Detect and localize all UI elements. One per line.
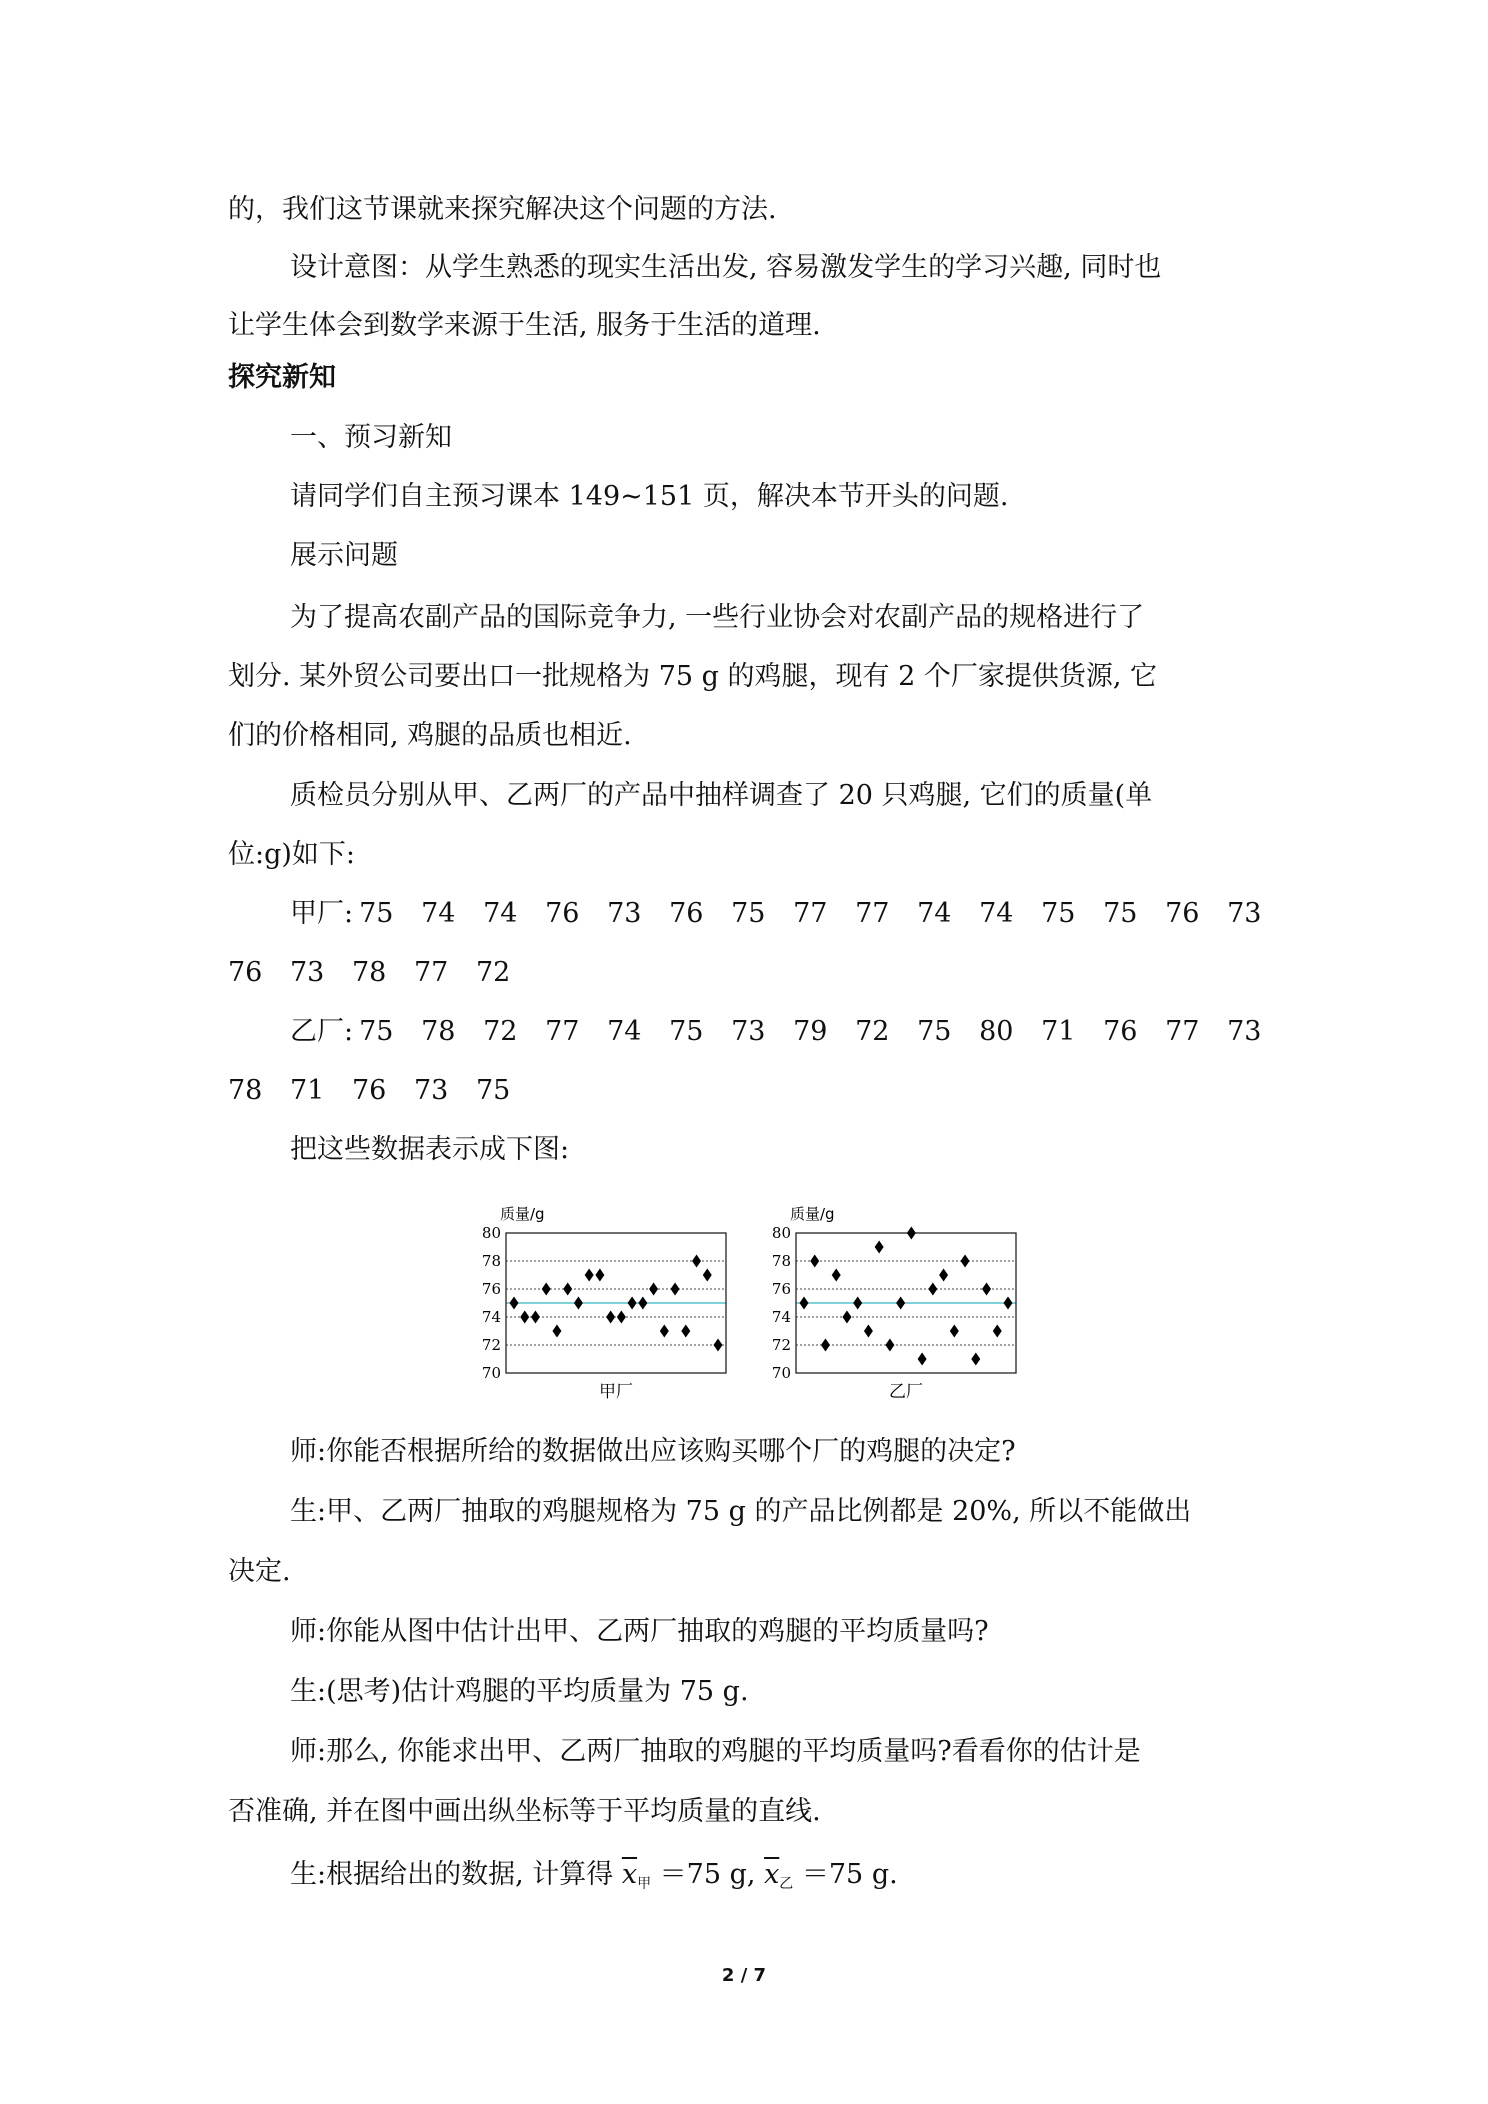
student-answer-1-line-2: 决定. — [228, 1556, 291, 1587]
data-value: 72 — [483, 1016, 518, 1047]
y-tick-label: 74 — [481, 1308, 501, 1326]
subsection-title: 一、预习新知 — [290, 422, 452, 453]
data-value: 75 — [669, 1016, 704, 1047]
data-point — [628, 1297, 637, 1310]
data-point — [520, 1311, 529, 1324]
data-value: 76 — [1103, 1016, 1138, 1047]
y-tick-label: 78 — [771, 1252, 791, 1270]
yi-label: 乙厂: — [290, 1016, 354, 1047]
data-point — [821, 1339, 830, 1352]
mean-subscript-jia: 甲 — [637, 1876, 652, 1892]
data-value: 78 — [421, 1016, 456, 1047]
data-value: 74 — [607, 1016, 642, 1047]
data-point — [810, 1255, 819, 1268]
data-point — [993, 1325, 1002, 1338]
data-value: 73 — [1227, 898, 1262, 929]
data-value: 77 — [414, 957, 449, 988]
x-axis-label: 乙厂 — [889, 1382, 923, 1402]
data-value: 78 — [352, 957, 387, 988]
data-point — [896, 1297, 905, 1310]
data-value: 72 — [476, 957, 511, 988]
student-answer-2: 生:(思考)估计鸡腿的平均质量为 75 g. — [290, 1676, 749, 1707]
x-axis-label: 甲厂 — [599, 1382, 633, 1402]
section-heading: 探究新知 — [228, 362, 336, 393]
y-tick-label: 80 — [771, 1224, 791, 1242]
data-value: 75 — [1103, 898, 1138, 929]
charts-svg — [466, 1195, 1066, 1417]
yi-data-row-1 — [290, 1012, 1320, 1052]
chart-intro: 把这些数据表示成下图: — [290, 1134, 570, 1165]
y-tick-label: 72 — [481, 1336, 501, 1354]
data-value: 76 — [545, 898, 580, 929]
data-point — [864, 1325, 873, 1338]
show-problem-label: 展示问题 — [290, 540, 398, 571]
y-tick-label: 70 — [771, 1364, 791, 1382]
mean-symbol: $\overline{x}$ — [621, 1859, 638, 1890]
data-point — [510, 1297, 519, 1310]
data-value: 75 — [359, 1016, 394, 1047]
problem-line-2: 划分. 某外贸公司要出口一批规格为 75 g 的鸡腿，现有 2 个厂家提供货源, 它 — [228, 661, 1158, 692]
y-axis-label: 质量/g — [790, 1205, 835, 1223]
data-point — [649, 1283, 658, 1296]
data-point — [714, 1339, 723, 1352]
data-value: 77 — [855, 898, 890, 929]
data-point — [1004, 1297, 1013, 1310]
data-value: 80 — [979, 1016, 1014, 1047]
data-value: 73 — [607, 898, 642, 929]
design-intent-line-1: 设计意图：从学生熟悉的现实生活出发, 容易激发学生的学习兴趣, 同时也 — [290, 252, 1162, 283]
data-value: 75 — [1041, 898, 1076, 929]
data-value: 76 — [1165, 898, 1200, 929]
jia-label: 甲厂: — [290, 898, 354, 929]
answer-mid: ＝75 g, — [651, 1859, 765, 1890]
data-point — [660, 1325, 669, 1338]
data-point — [800, 1297, 809, 1310]
data-point — [961, 1255, 970, 1268]
data-point — [671, 1283, 680, 1296]
teacher-question-2: 师:你能从图中估计出甲、乙两厂抽取的鸡腿的平均质量吗? — [290, 1616, 989, 1647]
y-tick-label: 74 — [771, 1308, 791, 1326]
data-value: 77 — [1165, 1016, 1200, 1047]
data-value: 76 — [228, 957, 263, 988]
data-value: 72 — [855, 1016, 890, 1047]
data-value: 74 — [979, 898, 1014, 929]
data-point — [703, 1269, 712, 1282]
data-point — [875, 1241, 884, 1254]
data-value: 71 — [1041, 1016, 1076, 1047]
data-value: 77 — [545, 1016, 580, 1047]
preview-instruction: 请同学们自主预习课本 149~151 页，解决本节开头的问题. — [290, 481, 1009, 512]
jia-data-row-2 — [228, 953, 1258, 993]
data-value: 77 — [793, 898, 828, 929]
data-point — [853, 1297, 862, 1310]
y-tick-label: 80 — [481, 1224, 501, 1242]
charts-figure — [466, 1195, 1066, 1417]
data-point — [832, 1269, 841, 1282]
data-value: 74 — [421, 898, 456, 929]
data-point — [971, 1353, 980, 1366]
y-axis-label: 质量/g — [500, 1205, 545, 1223]
data-point — [617, 1311, 626, 1324]
page-number: 2 / 7 — [721, 1965, 767, 1986]
y-tick-label: 70 — [481, 1364, 501, 1382]
answer-end: ＝75 g. — [793, 1859, 898, 1890]
paragraph-line: 的，我们这节课就来探究解决这个问题的方法. — [228, 194, 777, 225]
data-point — [939, 1269, 948, 1282]
data-point — [982, 1283, 991, 1296]
data-value: 75 — [359, 898, 394, 929]
y-tick-label: 78 — [481, 1252, 501, 1270]
data-point — [918, 1353, 927, 1366]
data-point — [638, 1297, 647, 1310]
teacher-question-3-line-1: 师:那么, 你能求出甲、乙两厂抽取的鸡腿的平均质量吗?看看你的估计是 — [290, 1736, 1141, 1767]
data-value: 74 — [483, 898, 518, 929]
data-point — [595, 1269, 604, 1282]
teacher-question-1: 师:你能否根据所给的数据做出应该购买哪个厂的鸡腿的决定? — [290, 1436, 1016, 1467]
data-value: 75 — [476, 1075, 511, 1106]
data-point — [585, 1269, 594, 1282]
data-point — [542, 1283, 551, 1296]
y-tick-label: 76 — [481, 1280, 501, 1298]
teacher-question-3-line-2: 否准确, 并在图中画出纵坐标等于平均质量的直线. — [228, 1796, 821, 1827]
data-value: 75 — [731, 898, 766, 929]
answer-prefix: 生:根据给出的数据, 计算得 — [290, 1859, 622, 1890]
data-point — [681, 1325, 690, 1338]
problem-line-3: 们的价格相同, 鸡腿的品质也相近. — [228, 720, 632, 751]
data-point — [552, 1325, 561, 1338]
student-answer-1-line-1: 生:甲、乙两厂抽取的鸡腿规格为 75 g 的产品比例都是 20%, 所以不能做出 — [290, 1496, 1192, 1527]
data-point — [692, 1255, 701, 1268]
data-point — [563, 1283, 572, 1296]
data-value: 76 — [669, 898, 704, 929]
data-point — [928, 1283, 937, 1296]
data-value: 73 — [290, 957, 325, 988]
y-tick-label: 76 — [771, 1280, 791, 1298]
inspection-line-2: 位:g)如下: — [228, 839, 356, 870]
data-value: 73 — [1227, 1016, 1262, 1047]
data-value: 73 — [414, 1075, 449, 1106]
problem-line-1: 为了提高农副产品的国际竞争力, 一些行业协会对农副产品的规格进行了 — [290, 602, 1145, 633]
data-point — [907, 1227, 916, 1240]
data-point — [950, 1325, 959, 1338]
design-intent-line-2: 让学生体会到数学来源于生活, 服务于生活的道理. — [228, 310, 821, 341]
data-value: 78 — [228, 1075, 263, 1106]
data-point — [885, 1339, 894, 1352]
data-point — [574, 1297, 583, 1310]
inspection-line-1: 质检员分别从甲、乙两厂的产品中抽样调查了 20 只鸡腿, 它们的质量(单 — [290, 780, 1153, 811]
data-point — [606, 1311, 615, 1324]
data-value: 73 — [731, 1016, 766, 1047]
mean-subscript-yi: 乙 — [779, 1876, 794, 1892]
student-answer-3 — [290, 1855, 1320, 1904]
y-tick-label: 72 — [771, 1336, 791, 1354]
data-value: 75 — [917, 1016, 952, 1047]
data-point — [531, 1311, 540, 1324]
mean-symbol: $\overline{x}$ — [764, 1859, 780, 1890]
data-value: 71 — [290, 1075, 325, 1106]
data-value: 74 — [917, 898, 952, 929]
data-point — [842, 1311, 851, 1324]
data-value: 76 — [352, 1075, 387, 1106]
data-value: 79 — [793, 1016, 828, 1047]
yi-data-row-2 — [228, 1071, 1258, 1111]
jia-data-row-1 — [290, 894, 1320, 934]
